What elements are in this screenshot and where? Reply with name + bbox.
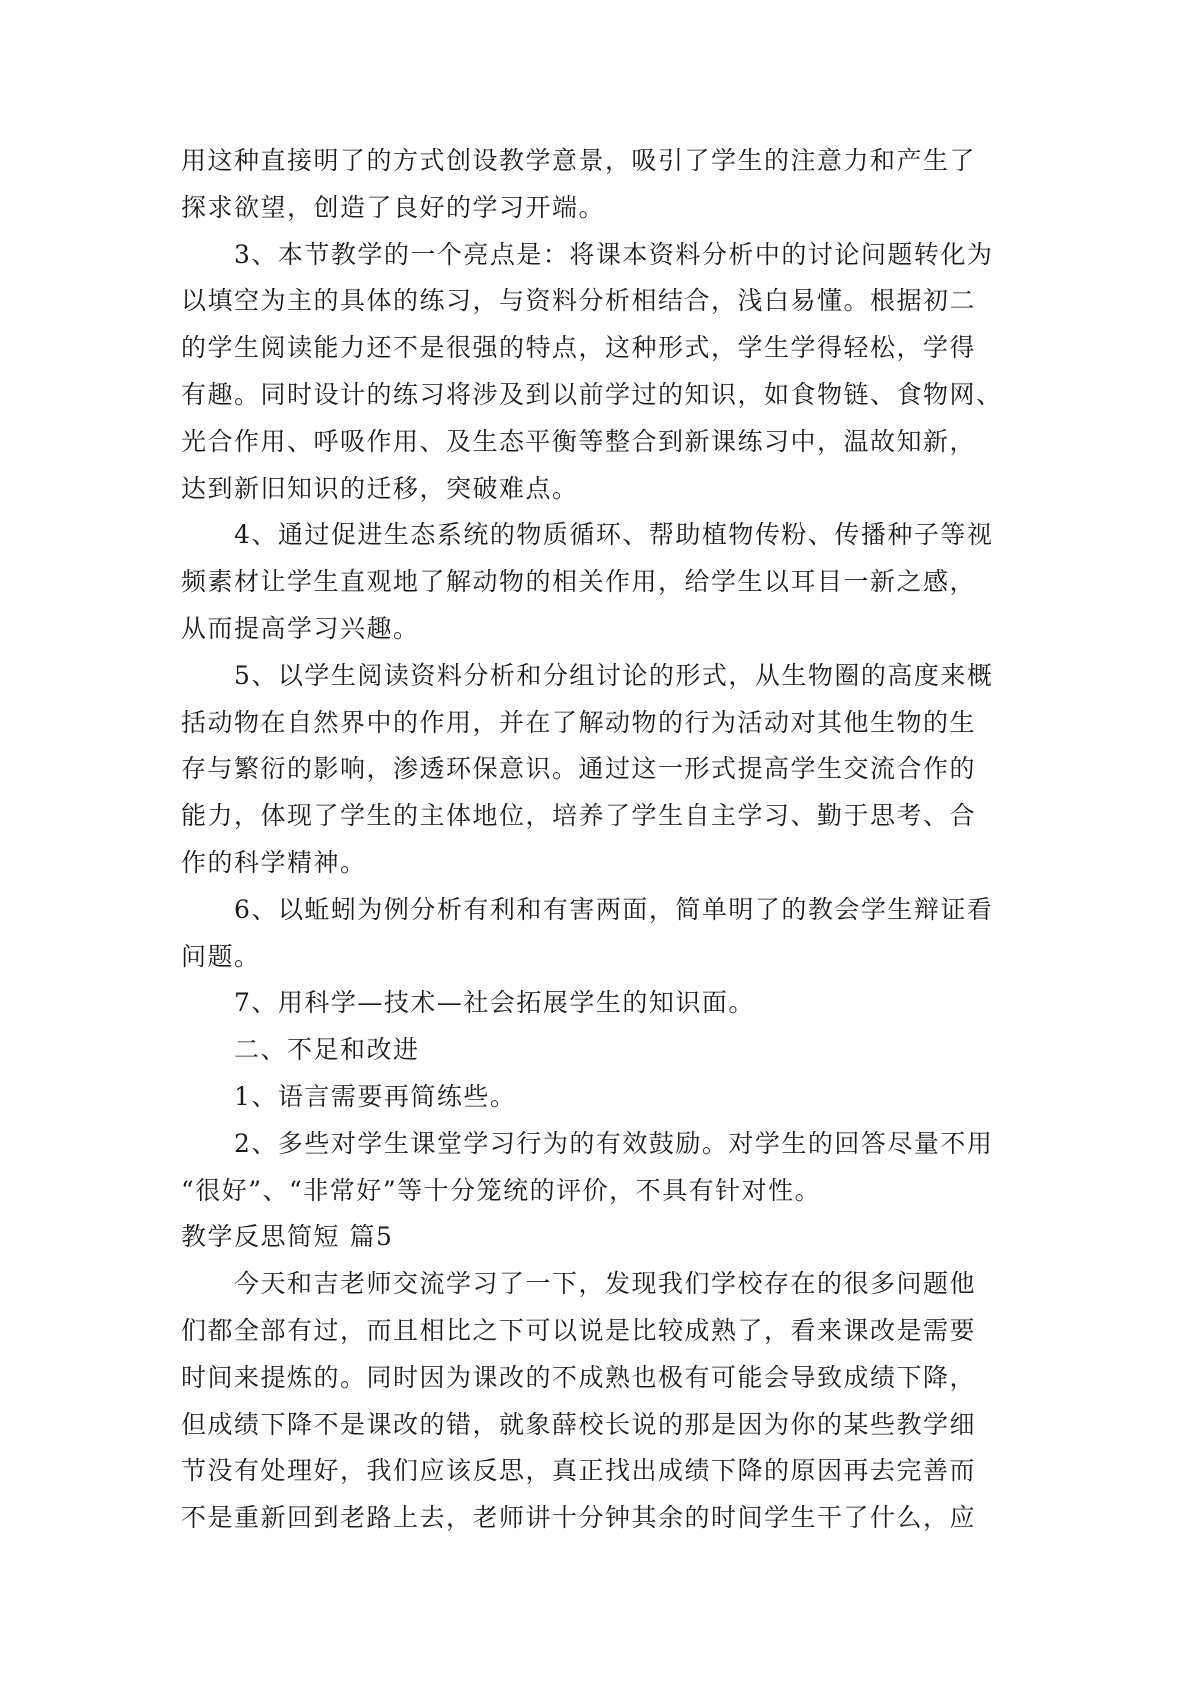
text-line: 1、语言需要再简练些。: [234, 1081, 517, 1111]
text-line: “很好”、“非常好”等十分笼统的评价，不具有针对性。: [181, 1175, 822, 1205]
text-line: 6、以蚯蚓为例分析有利和有害两面，简单明了的教会学生辩证看: [234, 894, 994, 924]
text-line: 节没有处理好，我们应该反思，真正找出成绩下降的原因再去完善而: [181, 1456, 977, 1486]
text-line: 5、以学生阅读资料分析和分组讨论的形式，从生物圈的高度来概: [234, 660, 994, 690]
text-line: 问题。: [181, 941, 261, 971]
text-line: 今天和吉老师交流学习了一下，发现我们学校存在的很多问题他: [234, 1269, 977, 1299]
text-line: 以填空为主的具体的练习，与资料分析相结合，浅白易懂。根据初二: [181, 286, 977, 316]
text-line: 作的科学精神。: [181, 847, 367, 877]
text-line: 光合作用、呼吸作用、及生态平衡等整合到新课练习中，温故知新，: [181, 426, 977, 456]
text-line: 时间来提炼的。同时因为课改的不成熟也极有可能会导致成绩下降，: [181, 1362, 977, 1392]
text-line: 3、本节教学的一个亮点是：将课本资料分析中的讨论问题转化为: [234, 239, 994, 269]
text-line: 括动物在自然界中的作用，并在了解动物的行为活动对其他生物的生: [181, 707, 977, 737]
text-line: 从而提高学习兴趣。: [181, 613, 420, 643]
article-title: 教学反思简短 篇5: [181, 1222, 394, 1252]
text-line: 不是重新回到老路上去，老师讲十分钟其余的时间学生干了什么，应: [181, 1503, 977, 1533]
text-line: 们都全部有过，而且相比之下可以说是比较成熟了，看来课改是需要: [181, 1315, 977, 1345]
text-line: 存与繁衍的影响，渗透环保意识。通过这一形式提高学生交流合作的: [181, 754, 977, 784]
text-line: 2、多些对学生课堂学习行为的有效鼓励。对学生的回答尽量不用: [234, 1128, 994, 1158]
text-line: 有趣。同时设计的练习将涉及到以前学过的知识，如食物链、食物网、: [181, 379, 1003, 409]
text-line: 频素材让学生直观地了解动物的相关作用，给学生以耳目一新之感，: [181, 567, 977, 597]
text-line: 探求欲望，创造了良好的学习开端。: [181, 192, 606, 222]
text-line: 7、用科学—技术—社会拓展学生的知识面。: [234, 988, 755, 1018]
text-line: 4、通过促进生态系统的物质循环、帮助植物传粉、传播种子等视: [234, 520, 994, 550]
text-line: 的学生阅读能力还不是很强的特点，这种形式，学生学得轻松，学得: [181, 333, 977, 363]
text-line: 用这种直接明了的方式创设教学意景，吸引了学生的注意力和产生了: [181, 146, 977, 175]
text-line: 达到新旧知识的迁移，突破难点。: [181, 473, 579, 503]
document-body: [181, 138, 1021, 1542]
section-heading: 二、不足和改进: [234, 1035, 420, 1065]
text-line: 能力，体现了学生的主体地位，培养了学生自主学习、勤于思考、合: [181, 801, 977, 831]
text-line: 但成绩下降不是课改的错，就象薛校长说的那是因为你的某些教学细: [181, 1409, 977, 1439]
